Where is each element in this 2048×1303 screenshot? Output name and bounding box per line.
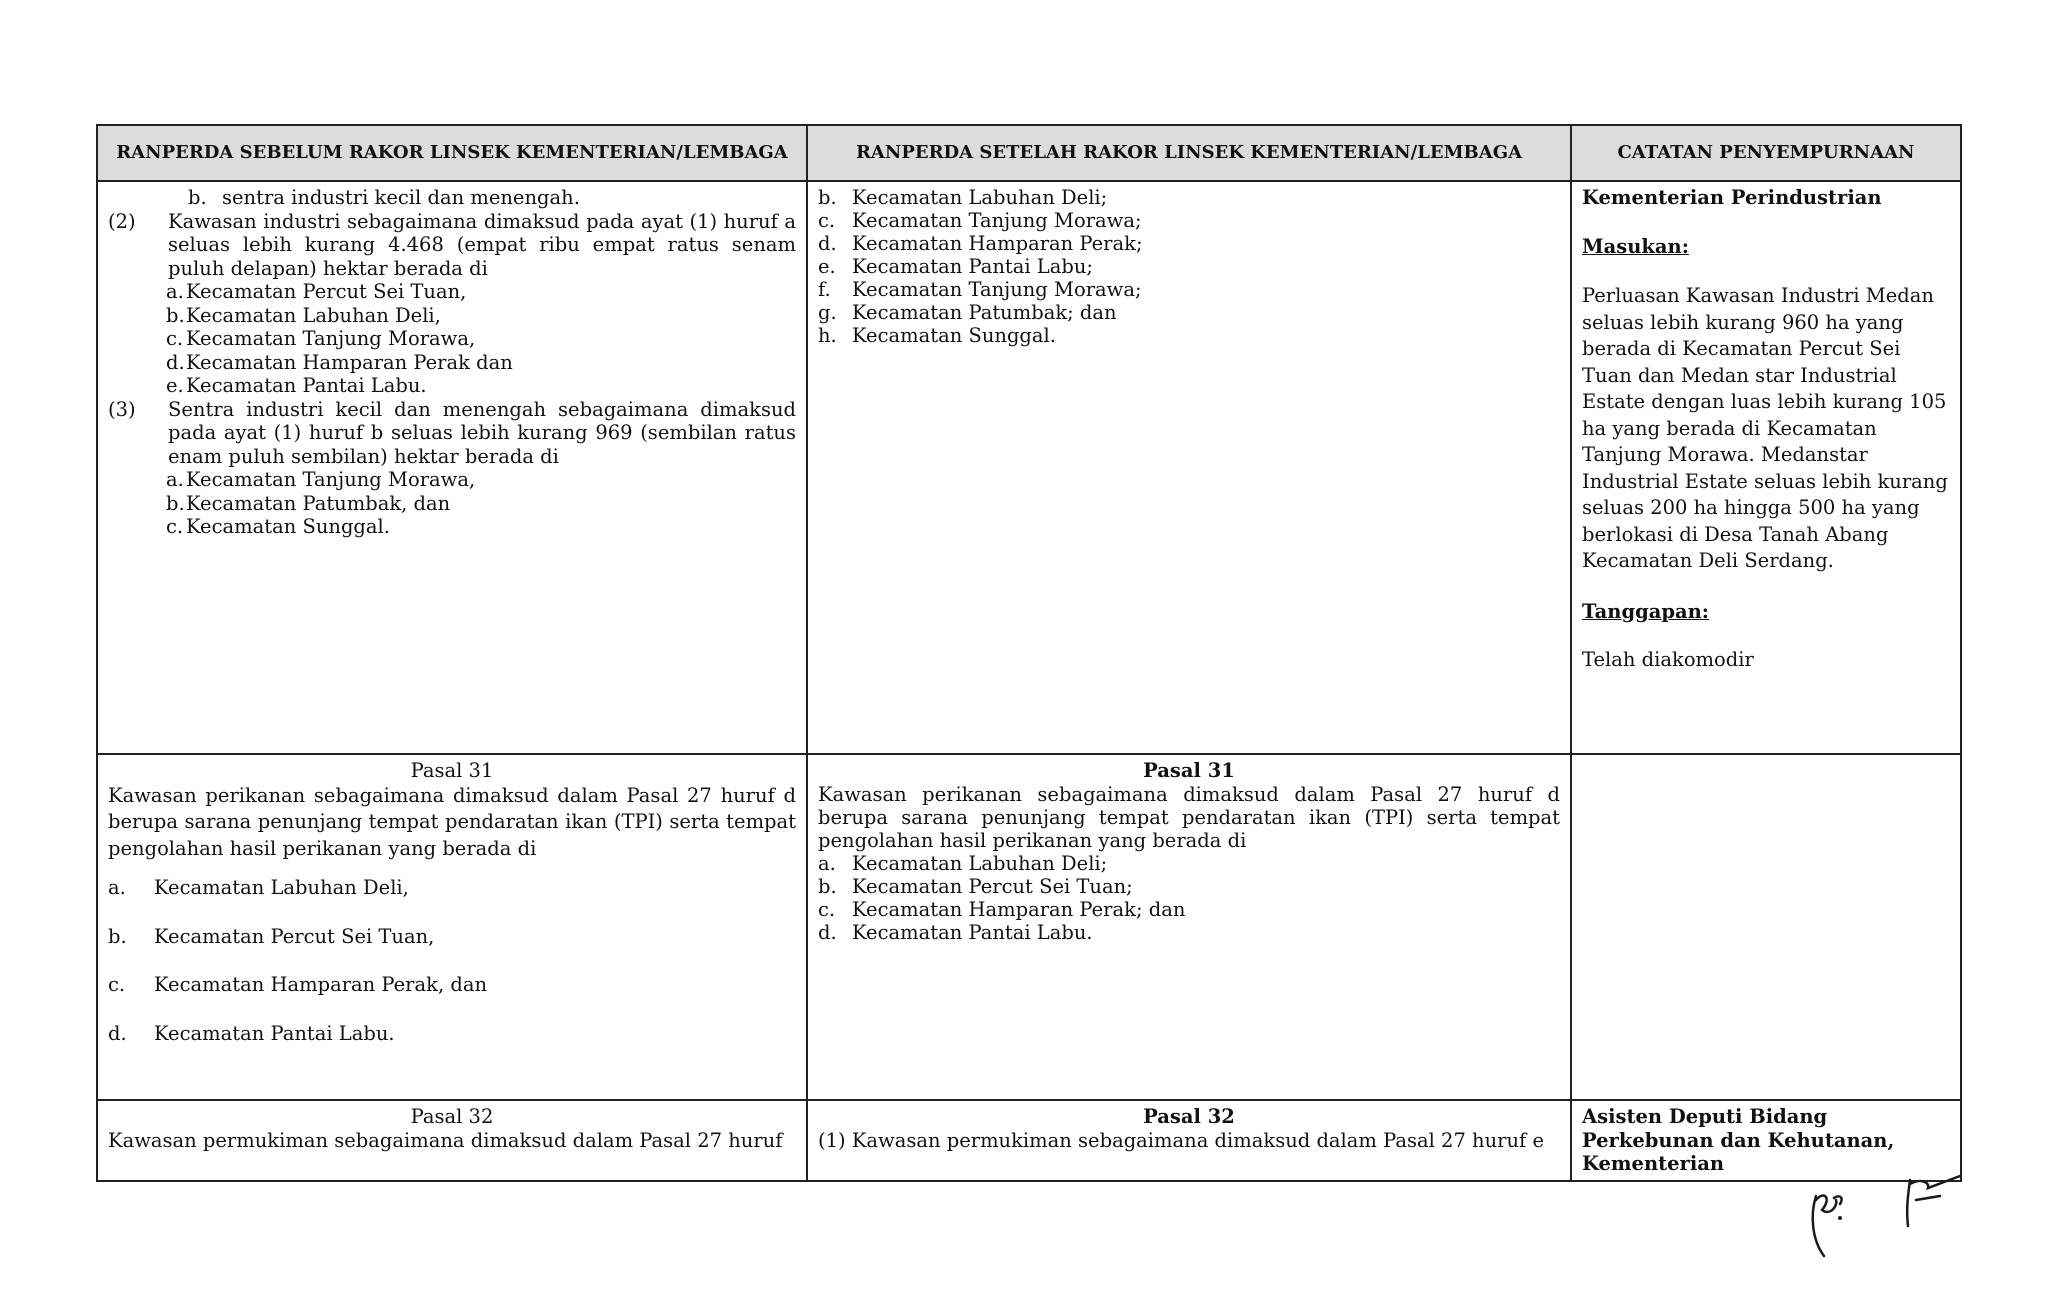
table-row <box>97 181 1961 754</box>
note-source: Kementerian Perindustrian <box>1582 186 1882 209</box>
pasal-text: Kawasan perikanan sebagaimana dimaksud dalam Pasal 27 huruf d berupa sarana penunjang tempat pendaratan ikan (TPI) serta tempat pengolahan hasil perikanan yang berada di <box>108 783 796 860</box>
row3-before-cell <box>97 1100 807 1181</box>
signature-initials <box>1790 1170 1990 1280</box>
item-b-sentra: b. sentra industri kecil dan menengah. <box>188 186 580 209</box>
paragraph-3: (3) Sentra industri kecil dan menengah sebagaimana dimaksud pada ayat (1) huruf b seluas lebih kurang 969 (sembilan ratus enam puluh sembilan) hektar berada di <box>108 397 796 468</box>
row2-after-cell <box>807 754 1571 1100</box>
list-item: b. Kecamatan Patumbak, dan <box>166 491 451 515</box>
pasal-31-list <box>108 876 796 1045</box>
header-after: RANPERDA SETELAH RAKOR LINSEK KEMENTERIAN/LEMBAGA <box>807 125 1571 181</box>
row2-notes-cell <box>1571 754 1961 1100</box>
list-item: b. Kecamatan Labuhan Deli; <box>818 186 1108 209</box>
list-item: e. Kecamatan Pantai Labu; <box>818 255 1093 278</box>
pasal-31-list <box>818 852 1560 944</box>
signature-stroke-1 <box>1813 1196 1824 1256</box>
signature-stroke-4 <box>1907 1180 1910 1226</box>
row1-notes-cell <box>1571 181 1961 754</box>
pasal-text: Kawasan permukiman sebagaimana dimaksud dalam Pasal 27 huruf <box>108 1128 783 1152</box>
pasal-text: Kawasan perikanan sebagaimana dimaksud dalam Pasal 27 huruf d berupa sarana penunjang tempat pendaratan ikan (TPI) serta tempat pengolahan hasil perikanan yang berada di <box>818 782 1560 852</box>
comparison-table <box>96 124 1962 1182</box>
list-item: d. Kecamatan Hamparan Perak dan <box>166 350 513 374</box>
list-item: b. Kecamatan Labuhan Deli, <box>166 303 441 327</box>
header-notes: CATATAN PENYEMPURNAAN <box>1571 125 1961 181</box>
list-item: a. Kecamatan Percut Sei Tuan, <box>166 280 467 303</box>
list-item: h. Kecamatan Sunggal. <box>818 324 1056 347</box>
list-item: d. Kecamatan Pantai Labu. <box>818 920 1093 944</box>
pasal-title: Pasal 31 <box>1143 759 1235 782</box>
table-row <box>97 1100 1961 1181</box>
list-item: c. Kecamatan Hamparan Perak, dan <box>108 973 488 996</box>
row3-notes-cell: Asisten Deputi Bidang Perkebunan dan Kehutanan, Kementerian <box>1571 1100 1961 1181</box>
list-item: c. Kecamatan Sunggal. <box>166 515 390 538</box>
pasal-text: (1) Kawasan permukiman sebagaimana dimaksud dalam Pasal 27 huruf e <box>818 1128 1545 1152</box>
masukan-label: Masukan: <box>1582 234 1689 258</box>
row3-after-cell <box>807 1100 1571 1181</box>
list-item: g. Kecamatan Patumbak; dan <box>818 301 1117 324</box>
list-item: b. Kecamatan Percut Sei Tuan, <box>108 924 435 948</box>
pasal-title: Pasal 32 <box>1143 1105 1235 1128</box>
list-item: b. Kecamatan Percut Sei Tuan; <box>818 874 1133 898</box>
paragraph-2-list <box>166 280 796 398</box>
list-item: d. Kecamatan Pantai Labu. <box>108 1021 395 1045</box>
list-item: d. Kecamatan Hamparan Perak; <box>818 232 1143 255</box>
masukan-text: Perluasan Kawasan Industri Medan seluas lebih kurang 960 ha yang berada di Kecamatan Percut Sei Tuan dan Medan star Industrial Estate dengan luas lebih kurang 105 ha yang berada di Kecamatan Tanjung Morawa. Medanstar Industrial Estate seluas lebih kurang seluas 200 ha hingga 500 ha yang berlokasi di Desa Tanah Abang Kecamatan Deli Serdang. <box>1582 284 1948 572</box>
list-item: a. Kecamatan Tanjung Morawa, <box>166 468 476 491</box>
list-item: a. Kecamatan Labuhan Deli, <box>108 876 409 899</box>
header-before: RANPERDA SEBELUM RAKOR LINSEK KEMENTERIAN/LEMBAGA <box>97 125 807 181</box>
tanggapan-text: Telah diakomodir <box>1582 648 1754 671</box>
signature-stroke-5 <box>1910 1176 1960 1188</box>
paragraph-2: (2) Kawasan industri sebagaimana dimaksud pada ayat (1) huruf a seluas lebih kurang 4.468 (empat ribu empat ratus senam puluh delapan) hektar berada di <box>108 209 796 280</box>
list-item: e. Kecamatan Pantai Labu. <box>166 374 427 397</box>
list-item: c. Kecamatan Tanjung Morawa, <box>166 327 476 350</box>
pasal-title: Pasal 31 <box>410 759 494 782</box>
list-item: c. Kecamatan Hamparan Perak; dan <box>818 897 1186 921</box>
row1-before-cell <box>97 181 807 754</box>
signature-dot <box>1838 1216 1842 1220</box>
table-header-row <box>97 125 1961 181</box>
signature-stroke-6 <box>1916 1196 1940 1200</box>
list-item: c. Kecamatan Tanjung Morawa; <box>818 209 1142 232</box>
list-item: a. Kecamatan Labuhan Deli; <box>818 851 1108 875</box>
pasal-title: Pasal 32 <box>410 1105 494 1128</box>
after-kecamatan-list <box>818 186 1560 347</box>
row2-before-cell <box>97 754 807 1100</box>
paragraph-3-list <box>166 468 796 539</box>
table-row <box>97 754 1961 1100</box>
row1-after-cell <box>807 181 1571 754</box>
list-item: f. Kecamatan Tanjung Morawa; <box>818 278 1142 301</box>
tanggapan-label: Tanggapan: <box>1582 599 1710 623</box>
